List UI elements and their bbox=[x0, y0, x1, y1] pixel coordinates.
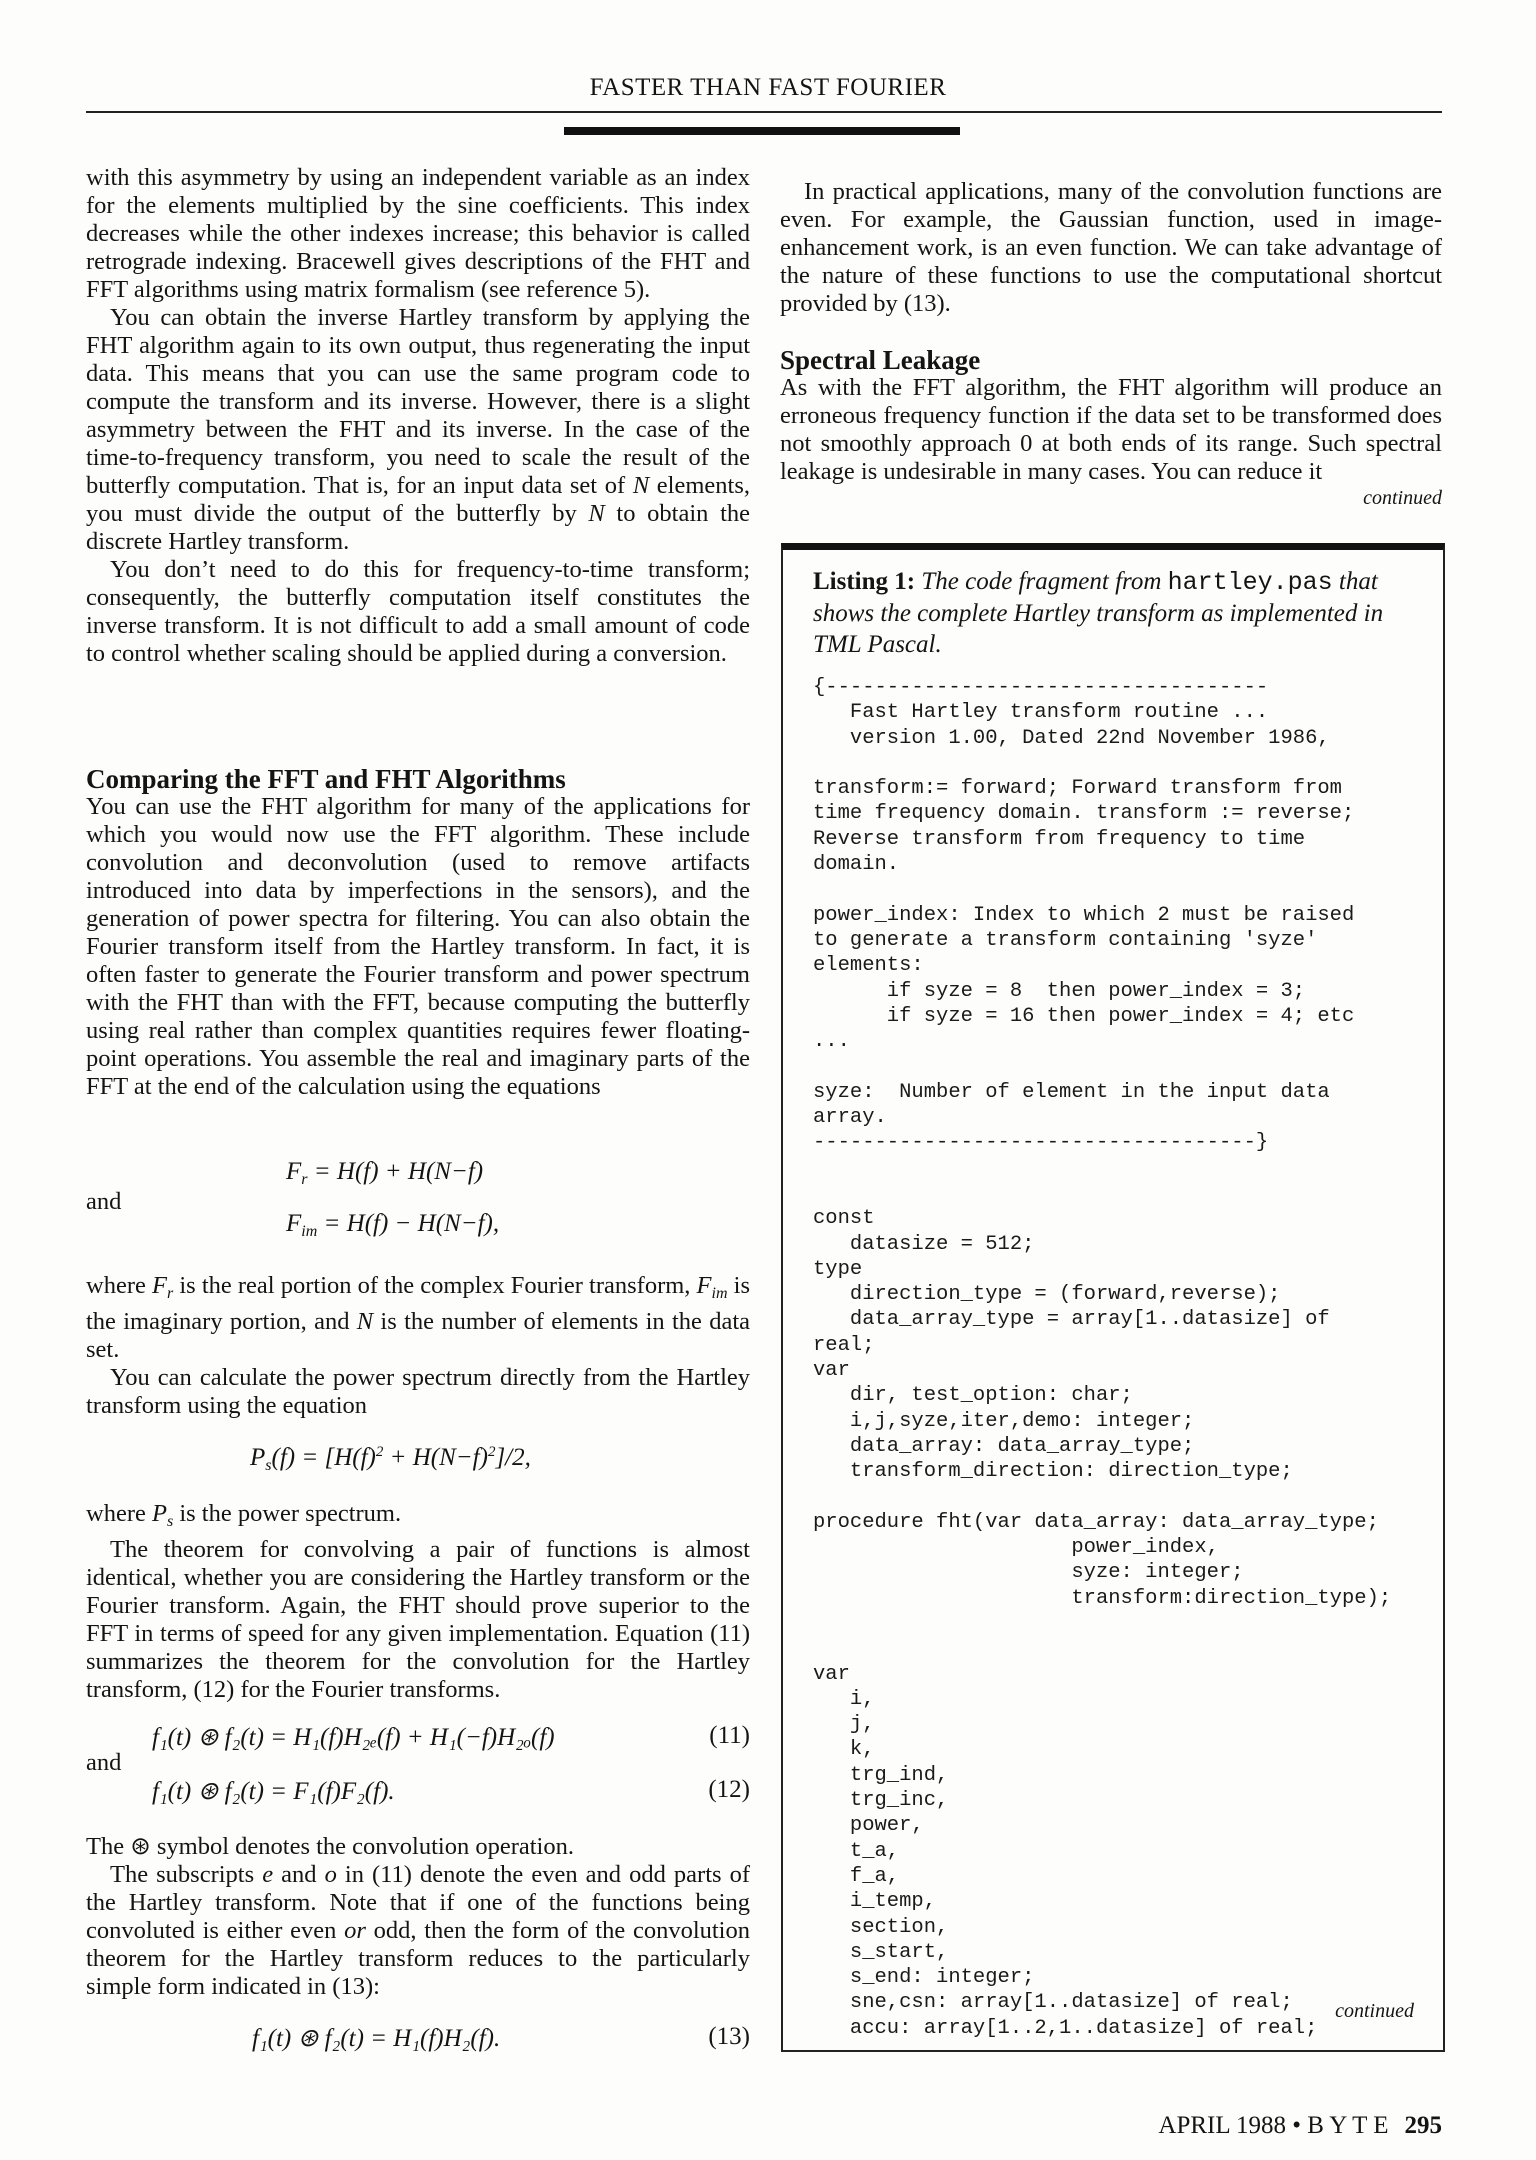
left-section-text bbox=[86, 793, 750, 1101]
page-footer bbox=[1158, 2112, 1442, 2140]
left-text-block bbox=[86, 1272, 750, 1420]
paragraph: where $F_r$ is the real portion of the complex Fourier transform, $F_{im}$ is the imaginary portion, and N is the number of elements in the data set. bbox=[86, 1272, 750, 1363]
equation-11: f₁(t) ⊛ f₂(t) = H₁(f)H₂ₑ(f) + H₁(−f)H₂ₒ(f) (11) bbox=[152, 1722, 750, 1751]
header-rule bbox=[86, 111, 1442, 113]
section-heading: Spectral Leakage bbox=[780, 345, 981, 375]
header-bar bbox=[564, 127, 960, 135]
left-text-block bbox=[86, 1833, 750, 2001]
page-number: 295 bbox=[1404, 2112, 1442, 2139]
and-text: and bbox=[86, 1188, 122, 1215]
continued-note: continued bbox=[1363, 487, 1442, 509]
listing-code: {------------------------------------ Fast Hartley transform routine ... version 1.00, Dated 22nd November 1986, transform:= forward; Forward transform from time frequency domain. transform := reverse; Reverse transform from frequency to time domain. power_index: Index to which 2 must be raised to generate a transform containing 'syze' elements: if syze = 8 then power_index = 3; if syze = 16 then power_index = 4; etc ... syze: Number of element in the input data array. ------------------------------------} const datasize = 512; type direction_type = (forward,reverse); data_array_type = array[1..datasize] of real; var dir, test_option: char; i,j,syze,iter,demo: integer; data_array: data_array_type; transform_direction: direction_type; procedure fht(var data_array: data_array_type; power_index, syze: integer; transform:direction_type); var i, j, k, trg_ind, trg_inc, power, t_a, f_a, i_temp, section, s_start, s_end: integer; sne,csn: array[1..datasize] of real; accu: array[1..2,1..datasize] of real; bbox=[813, 676, 1392, 2040]
right-section-text bbox=[780, 374, 1442, 486]
paragraph: The ⊛ symbol denotes the convolution operation. bbox=[86, 1833, 574, 1860]
listing-continued-note: continued bbox=[1335, 2000, 1414, 2022]
running-title: FASTER THAN FAST FOURIER bbox=[589, 74, 947, 101]
left-intro-text bbox=[86, 164, 750, 668]
issue-label: APRIL 1988 • B Y T E bbox=[1158, 2112, 1389, 2139]
paragraph: You can use the FHT algorithm for many of the applications for which you would now use the FFT algorithm. These include convolution and deconvolution (used to remove artifacts introduced into data by imperfections in the sensors), and the generation of power spectra for filtering. You can also obtain the Fourier transform itself from the Hartley transform. In fact, it is often faster to generate the Fourier transform and power spectrum with the FHT than with the FFT, because computing the butterfly using real rather than complex quantities requires fewer floating-point operations. You assemble the real and imaginary parts of the FFT at the end of the calculation using the equations bbox=[86, 793, 750, 1100]
left-text-block bbox=[86, 1500, 750, 1704]
equation-fr: $F_r = H(f) + H(N-f)$ bbox=[286, 1158, 484, 1188]
equation-13: f₁(t) ⊛ f₂(t) = H₁(f)H₂(f). (13) bbox=[252, 2023, 750, 2052]
paragraph: where $P_s$ is the power spectrum. bbox=[86, 1500, 402, 1530]
listing-caption: Listing 1: The code fragment from hartley.pas that shows the complete Hartley transform as implemented in TML Pascal. bbox=[813, 568, 1384, 658]
equation-12: f₁(t) ⊛ f₂(t) = F₁(f)F₂(f). (12) bbox=[152, 1776, 750, 1805]
paragraph: You don’t need to do this for frequency-to-time transform; consequently, the butterfly computation itself constitutes the inverse transform. It is not difficult to add a small amount of code to control whether scaling should be applied during a conversion. bbox=[86, 556, 750, 667]
paragraph: with this asymmetry by using an independent variable as an index for the elements multiplied by the sine coefficients. This index decreases while the other indexes increase; this behavior is called retrograde indexing. Bracewell gives descriptions of the FHT and FFT algorithms using matrix formalism (see reference 5). bbox=[86, 164, 750, 303]
paragraph: The subscripts e and o in (11) denote the even and odd parts of the Hartley transform. Note that if one of the functions being convoluted is either even or odd, then the form of the convolution theorem for the Hartley transform reduces to the particularly simple form indicated in (13): bbox=[86, 1861, 751, 2000]
paragraph: In practical applications, many of the convolution functions are even. For example, the Gaussian function, used in image-enhancement work, is an even function. We can take advantage of the nature of these functions to use the computational shortcut provided by (13). bbox=[780, 178, 1442, 317]
equation-power-spectrum: $P_s(f) = [H(f)^2 + H(N-f)^2]/2$, bbox=[250, 1444, 531, 1474]
paragraph: The theorem for convolving a pair of functions is almost identical, whether you are considering the Hartley transform or the Fourier transform. Again, the FHT should prove superior to the FFT in terms of speed for any given implementation. Equation (11) summarizes the theorem for the convolution for the Hartley transform, (12) for the Fourier transforms. bbox=[86, 1536, 750, 1703]
and-text: and bbox=[86, 1749, 122, 1776]
paragraph: You can obtain the inverse Hartley transform by applying the FHT algorithm again to its own output, thus regenerating the input data. This means that you can use the same program code to compute the transform and its inverse. However, there is a slight asymmetry between the FHT and its inverse. In the case of the time-to-frequency transform, you need to scale the result of the butterfly computation. That is, for an input data set of N elements, you must divide the output of the butterfly by N to obtain the discrete Hartley transform. bbox=[86, 304, 751, 555]
equation-fim: $F_{im} = H(f) - H(N-f)$, bbox=[286, 1210, 500, 1240]
paragraph: You can calculate the power spectrum directly from the Hartley transform using the equation bbox=[86, 1364, 750, 1419]
section-heading: Comparing the FFT and FHT Algorithms bbox=[86, 764, 566, 794]
right-intro-text bbox=[780, 178, 1442, 318]
paragraph: As with the FFT algorithm, the FHT algorithm will produce an erroneous frequency function if the data set to be transformed does not smoothly approach 0 at both ends of its range. Such spectral leakage is undesirable in many cases. You can reduce it bbox=[780, 374, 1442, 485]
